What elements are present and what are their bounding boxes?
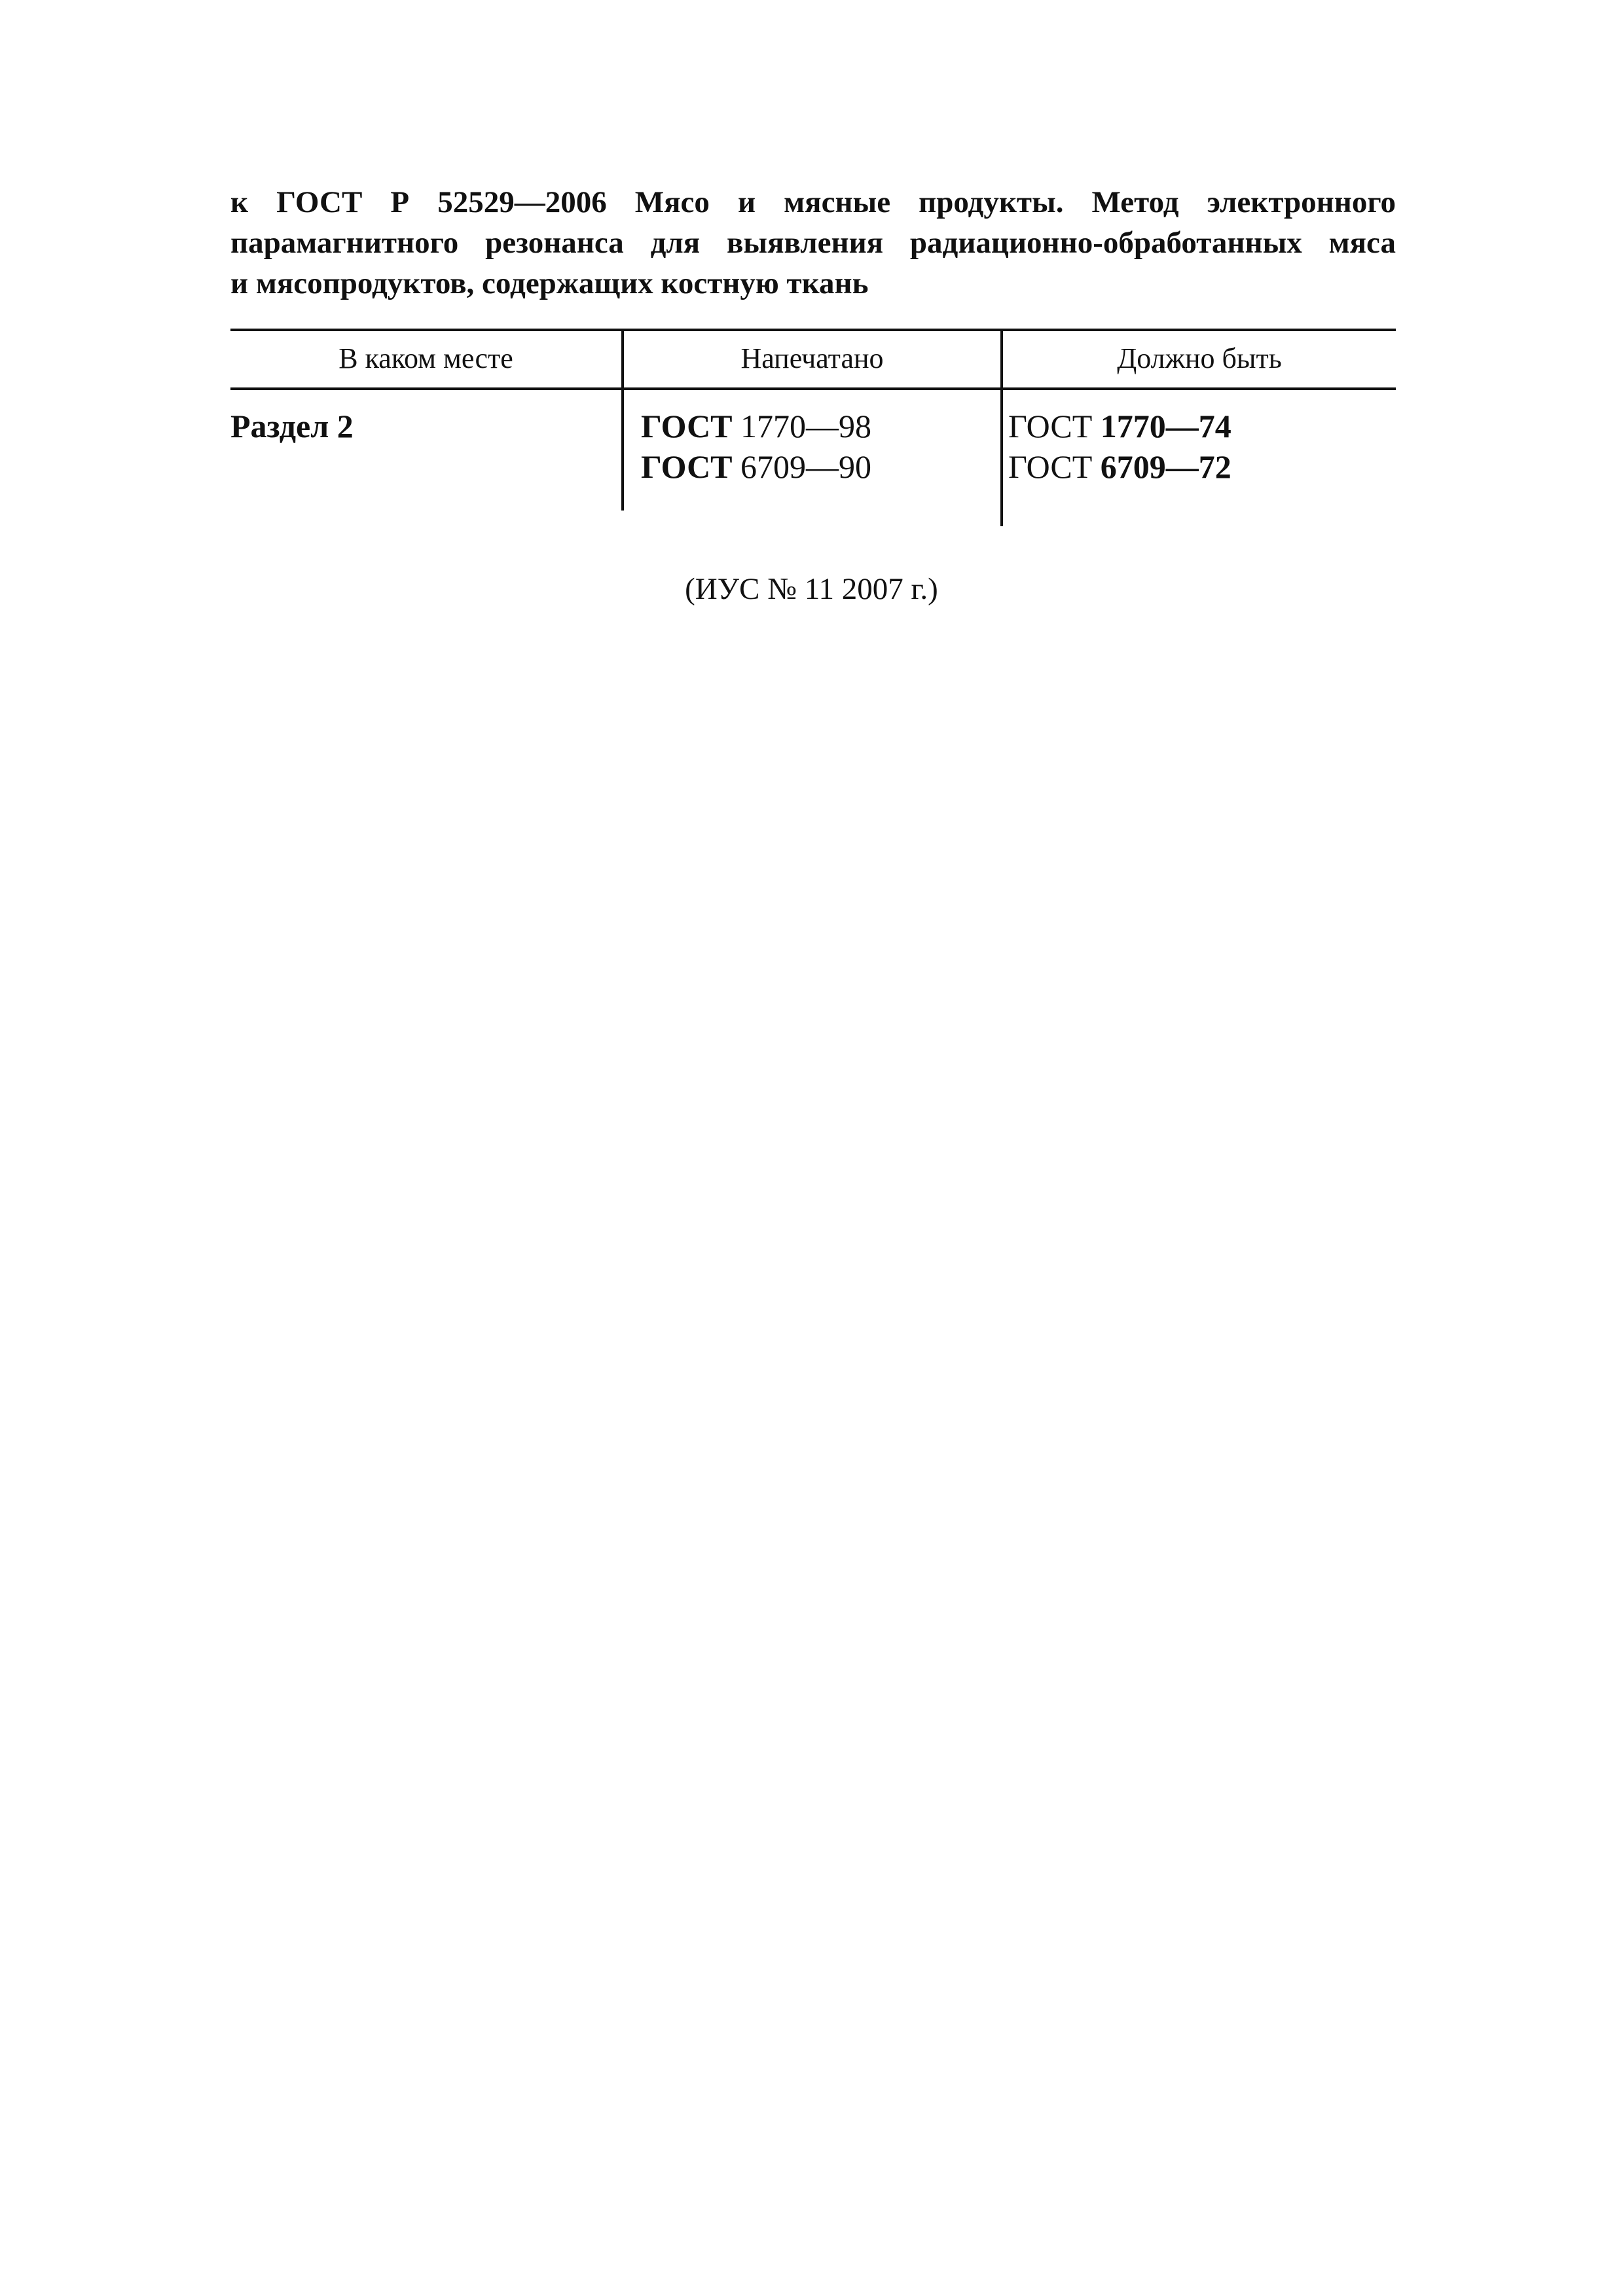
should-be-entry-1: [1008, 406, 1388, 446]
amendment-table: [230, 329, 1396, 529]
title-line-1: к ГОСТ Р 52529—2006 Мясо и мясные продукты. Метод электронного: [230, 185, 1396, 219]
title-line-2: парамагнитного резонанса для выявления радиационно-обработанных мяса: [230, 226, 1396, 260]
table-top-rule: [230, 329, 1396, 331]
printed-entry-2-prefix: ГОСТ: [641, 448, 733, 485]
cell-should-be: [1008, 406, 1388, 487]
amendment-title: [230, 182, 1396, 304]
printed-entry-1-number: 1770—98: [740, 408, 872, 444]
printed-entry-1: [641, 406, 994, 446]
should-be-entry-2-prefix: ГОСТ: [1008, 448, 1093, 485]
header-printed: Напечатано: [740, 342, 884, 374]
printed-entry-2: [641, 446, 994, 487]
cell-location: Раздел 2: [230, 408, 354, 444]
header-should-be: Должно быть: [1117, 342, 1282, 374]
source-reference: (ИУС № 11 2007 г.): [685, 572, 938, 606]
title-line-3: и мясопродуктов, содержащих костную ткань: [230, 266, 869, 300]
should-be-entry-2: [1008, 446, 1388, 487]
should-be-entry-1-number: 1770—74: [1100, 408, 1231, 444]
header-location: В каком месте: [338, 342, 513, 374]
printed-entry-1-prefix: ГОСТ: [641, 408, 733, 444]
cell-printed: [641, 406, 994, 487]
printed-entry-2-number: 6709—90: [740, 448, 872, 485]
should-be-entry-1-prefix: ГОСТ: [1008, 408, 1093, 444]
should-be-entry-2-number: 6709—72: [1100, 448, 1231, 485]
table-header-rule: [230, 387, 1396, 390]
